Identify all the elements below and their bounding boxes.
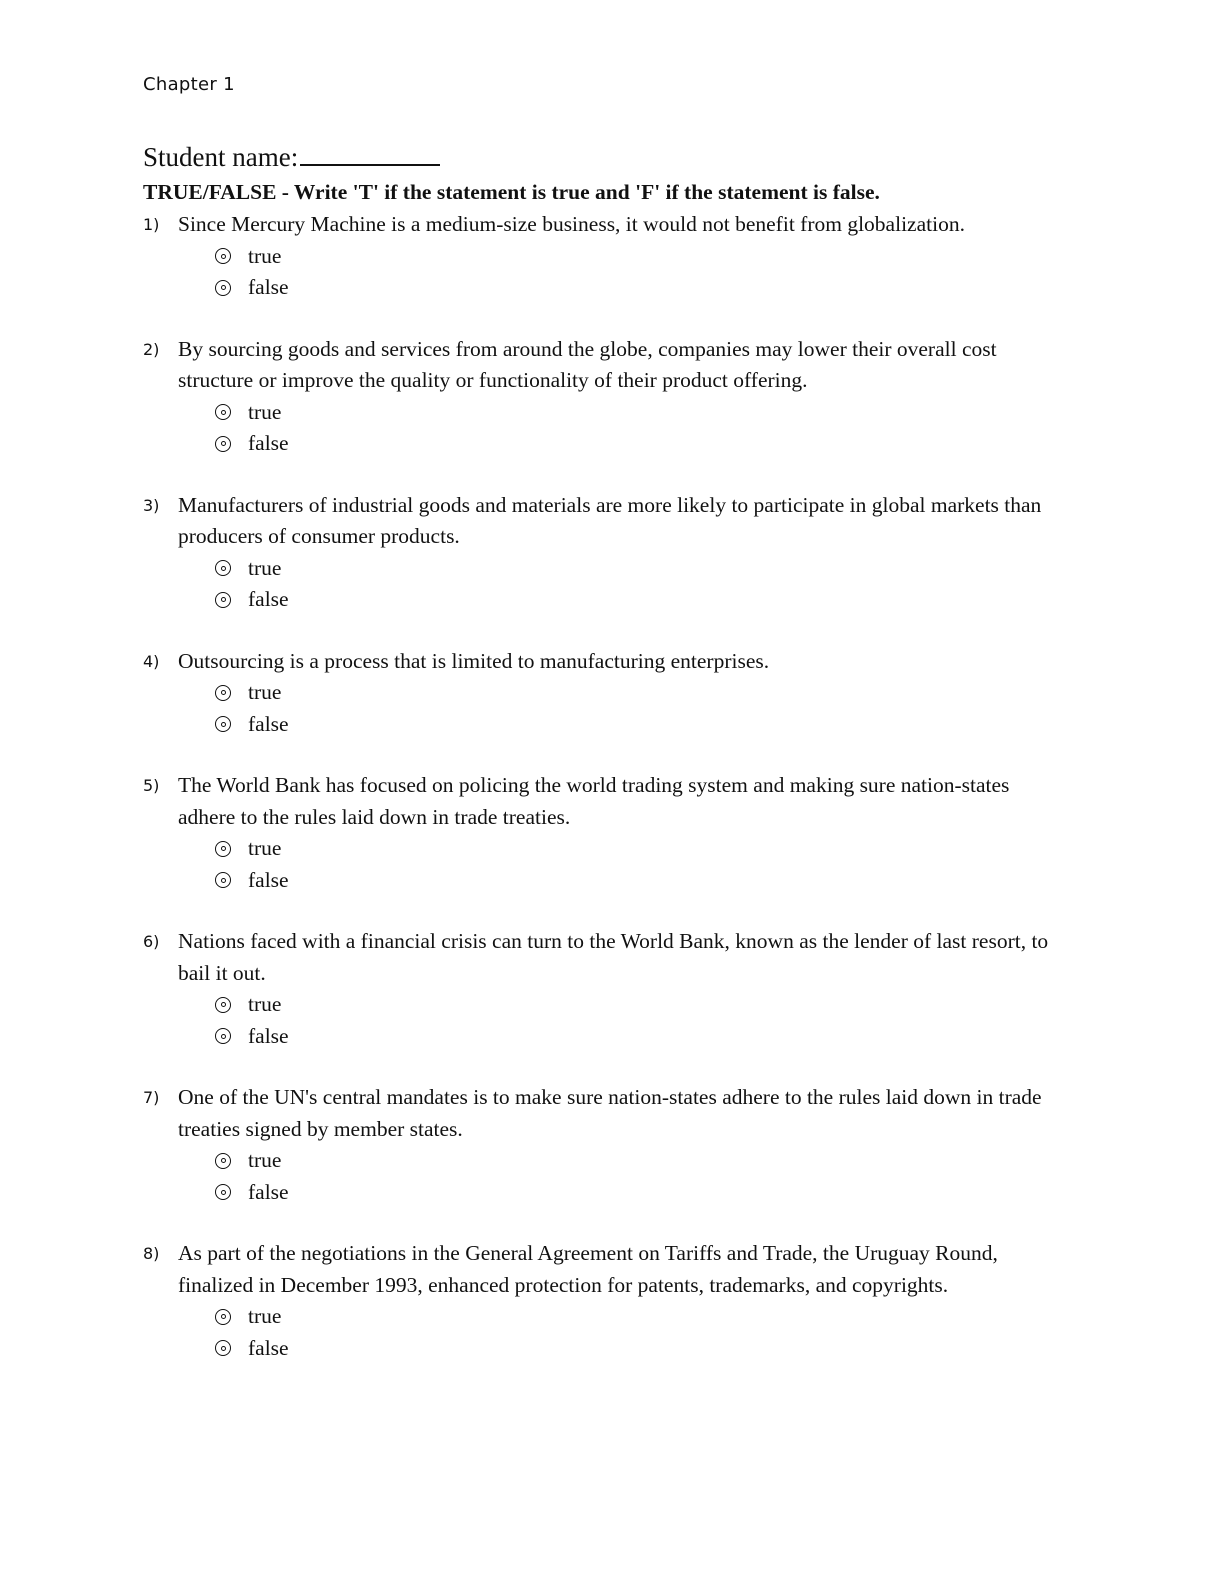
option-false[interactable] — [215, 1333, 1224, 1365]
question-text: Since Mercury Machine is a medium-size business, it would not benefit from globalization. — [178, 212, 965, 236]
radio-icon[interactable] — [215, 685, 231, 701]
option-label: false — [248, 867, 289, 892]
question-text: Nations faced with a financial crisis can turn to the World Bank, known as the lender of last resort, to bail it out. — [178, 929, 1049, 985]
question-list — [0, 209, 1224, 1394]
radio-icon[interactable] — [215, 280, 231, 296]
question-spacer — [0, 1208, 1224, 1238]
answer-options — [215, 1145, 1224, 1208]
radio-icon[interactable] — [215, 248, 231, 264]
question-number: 8) — [143, 1244, 160, 1263]
radio-icon[interactable] — [215, 436, 231, 452]
radio-icon[interactable] — [215, 1340, 231, 1356]
option-label: true — [248, 680, 282, 705]
question-number: 1) — [143, 215, 160, 234]
answer-options — [215, 553, 1224, 616]
option-label: true — [248, 243, 282, 268]
answer-options — [215, 1301, 1224, 1364]
option-label: true — [248, 555, 282, 580]
instructions: TRUE/FALSE - Write 'T' if the statement is true and 'F' if the statement is false. — [143, 180, 880, 204]
question-item-3 — [0, 490, 1224, 646]
student-name-line — [143, 142, 440, 173]
option-true[interactable] — [215, 677, 1224, 709]
option-label: true — [248, 1304, 282, 1329]
option-label: false — [248, 1179, 289, 1204]
option-label: true — [248, 992, 282, 1017]
question-item-1 — [0, 209, 1224, 334]
option-label: false — [248, 587, 289, 612]
radio-icon[interactable] — [215, 1153, 231, 1169]
radio-icon[interactable] — [215, 592, 231, 608]
question-number: 3) — [143, 495, 160, 515]
radio-icon[interactable] — [215, 716, 231, 732]
option-label: false — [248, 1023, 289, 1048]
radio-icon[interactable] — [215, 1309, 231, 1325]
question-item-5 — [0, 770, 1224, 926]
option-label: false — [248, 711, 289, 736]
option-false[interactable] — [215, 1021, 1224, 1053]
question-number: 2) — [143, 339, 160, 359]
radio-icon[interactable] — [215, 841, 231, 857]
option-false[interactable] — [215, 865, 1224, 897]
question-text: Outsourcing is a process that is limited to manufacturing enterprises. — [178, 648, 770, 673]
option-label: false — [248, 1335, 289, 1360]
answer-options — [215, 241, 1224, 304]
radio-icon[interactable] — [215, 404, 231, 420]
question-item-8 — [0, 1238, 1224, 1394]
chapter-heading: Chapter 1 — [143, 74, 235, 95]
option-true[interactable] — [215, 553, 1224, 585]
question-item-7 — [0, 1082, 1224, 1238]
question-text: By sourcing goods and services from around the globe, companies may lower their overall cost structure or improve the quality or functionality of their product offering. — [178, 336, 997, 392]
question-number: 4) — [143, 651, 160, 671]
radio-icon[interactable] — [215, 1028, 231, 1044]
option-true[interactable] — [215, 989, 1224, 1021]
option-label: true — [248, 1148, 282, 1173]
answer-options — [215, 397, 1224, 460]
radio-icon[interactable] — [215, 560, 231, 576]
question-spacer — [0, 1364, 1224, 1394]
question-spacer — [0, 304, 1224, 334]
question-text: Manufacturers of industrial goods and materials are more likely to participate in global markets than producers of consumer products. — [178, 492, 1042, 548]
option-false[interactable] — [215, 584, 1224, 616]
option-true[interactable] — [215, 1301, 1224, 1333]
option-label: false — [248, 275, 289, 300]
question-spacer — [0, 1052, 1224, 1082]
question-spacer — [0, 616, 1224, 646]
question-spacer — [0, 896, 1224, 926]
option-true[interactable] — [215, 397, 1224, 429]
option-true[interactable] — [215, 241, 1224, 273]
question-item-2 — [0, 334, 1224, 490]
answer-options — [215, 989, 1224, 1052]
option-true[interactable] — [215, 833, 1224, 865]
option-label: true — [248, 836, 282, 861]
question-text: The World Bank has focused on policing the world trading system and making sure nation-states adhere to the rules laid down in trade treaties. — [178, 773, 1010, 829]
question-number: 5) — [143, 776, 160, 795]
student-name-label: Student name: — [143, 142, 299, 172]
option-false[interactable] — [215, 709, 1224, 741]
option-label: true — [248, 399, 282, 424]
question-text: One of the UN's central mandates is to make sure nation-states adhere to the rules laid down in trade treaties signed by member states. — [178, 1085, 1042, 1141]
question-number: 7) — [143, 1088, 160, 1107]
question-item-6 — [0, 926, 1224, 1082]
question-item-4 — [0, 646, 1224, 771]
question-spacer — [0, 740, 1224, 770]
radio-icon[interactable] — [215, 1184, 231, 1200]
option-true[interactable] — [215, 1145, 1224, 1177]
radio-icon[interactable] — [215, 997, 231, 1013]
radio-icon[interactable] — [215, 872, 231, 888]
option-false[interactable] — [215, 428, 1224, 460]
answer-options — [215, 677, 1224, 740]
student-name-blank[interactable] — [300, 142, 440, 166]
question-number: 6) — [143, 932, 160, 951]
question-text: As part of the negotiations in the General Agreement on Tariffs and Trade, the Uruguay Round, finalized in December 1993, enhanced protection for patents, trademarks, and copyrights. — [178, 1241, 998, 1297]
option-label: false — [248, 431, 289, 456]
answer-options — [215, 833, 1224, 896]
option-false[interactable] — [215, 272, 1224, 304]
option-false[interactable] — [215, 1177, 1224, 1209]
question-spacer — [0, 460, 1224, 490]
